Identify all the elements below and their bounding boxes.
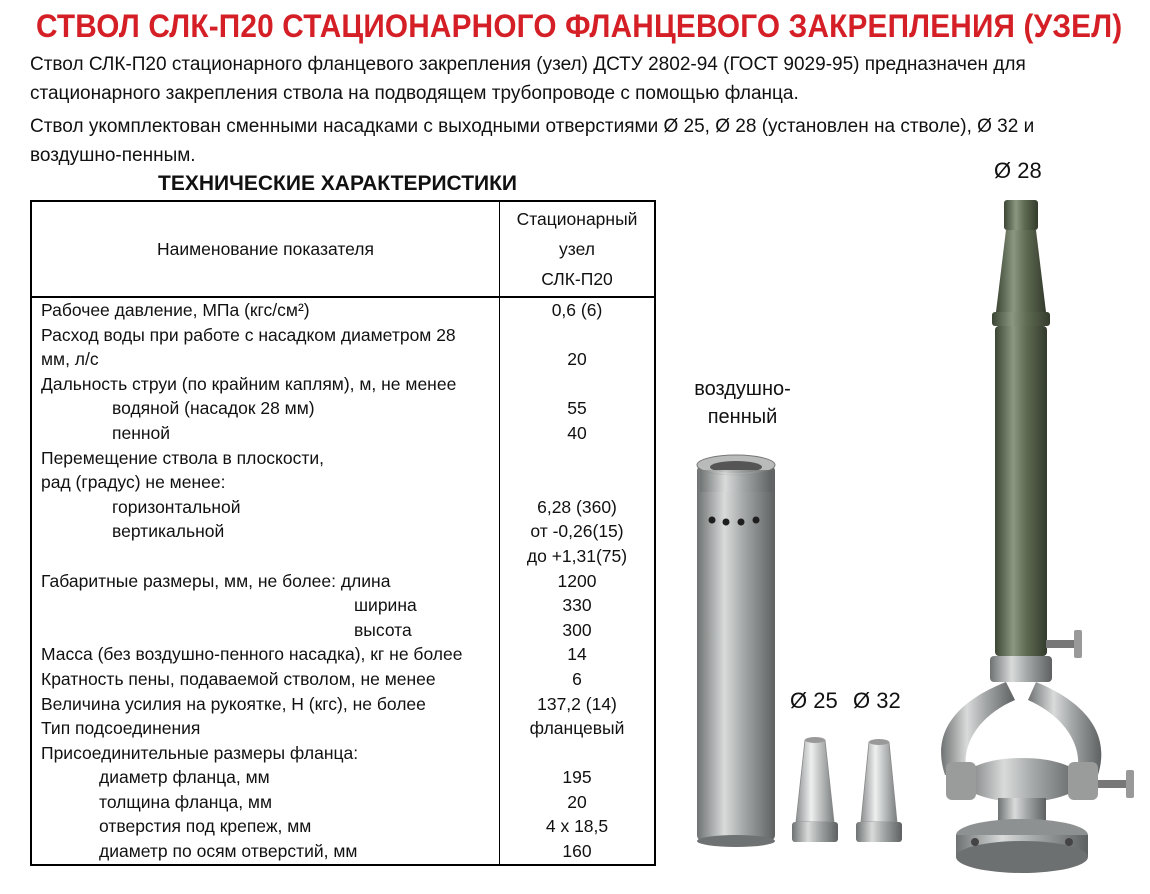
row-value: 330 [562,595,592,616]
barrel-assembly [941,200,1134,873]
row-value: 4 х 18,5 [545,816,609,837]
header-column-line: узел [559,239,595,259]
row-label: толщина фланца, мм [31,790,500,815]
row-value: 55 [567,398,587,419]
header-column-line: Стационарный [516,209,638,229]
row-label: Габаритные размеры, мм, не более: длина [31,569,500,594]
row-label: Тип подсоединения [31,716,500,741]
diameter-32-label: Ø 32 [853,688,901,713]
row-label: Кратность пены, подаваемой стволом, не менее [31,667,500,692]
row-label: Рабочее давление, МПа (кгс/см²) [31,297,500,323]
row-value: 20 [567,349,587,370]
table-title: ТЕХНИЧЕСКИЕ ХАРАКТЕРИСТИКИ [158,172,518,195]
row-label: Перемещение ствола в плоскости, [31,446,500,471]
row-label: водяной (насадок 28 мм) [31,396,500,421]
row-label: Дальность струи (по крайним каплям), м, не менее [31,372,500,397]
row-label: Величина усилия на рукоятке, Н (кгс), не более [31,692,500,717]
row-label: Присоединительные размеры фланца: [31,741,500,766]
foam-label-line: воздушно- [694,378,791,400]
row-value: 6,28 (360) [537,496,617,517]
diameter-25-label: Ø 25 [790,688,838,713]
row-label: рад (градус) не менее: [31,470,500,495]
row-label: Масса (без воздушно-пенного насадка), кг не более [31,642,500,667]
foam-nozzle-label [690,375,795,431]
row-value: 160 [562,841,592,862]
nozzle-25 [792,737,838,842]
row-value: 0,6 (6) [551,300,603,320]
row-label: вертикальной [31,519,500,544]
row-value: от -0,26(15) [530,521,624,542]
row-label: диаметр фланца, мм [31,765,500,790]
foam-label-line: пенный [707,406,778,428]
row-label: диаметр по осям отверстий, мм [31,839,500,865]
row-label: мм, л/с [31,347,500,372]
equipment-line: воздушно-пенным. [30,145,196,166]
row-value: 14 [567,644,587,665]
row-value: 300 [562,619,592,640]
row-label: Расход воды при работе с насадком диаметром 28 [31,323,500,348]
row-value: фланцевый [529,718,625,739]
description-line: стационарного закрепления ствола на подводящем трубопроводе с помощью фланца. [30,83,799,104]
row-label: пенной [31,421,500,446]
diameter-28-label: Ø 28 [994,158,1042,183]
row-label: ширина [31,593,500,618]
header-name: Наименование показателя [31,201,500,297]
row-label: отверстия под крепеж, мм [31,814,500,839]
row-value: 195 [562,767,592,788]
page-title: СТВОЛ СЛК-П20 СТАЦИОНАРНОГО ФЛАНЦЕВОГО ЗАКРЕПЛЕНИЯ (УЗЕЛ) [36,8,1123,44]
row-value: 20 [567,791,587,812]
equipment-line: Ствол укомплектован сменными насадками с выходными отверстиями Ø 25, Ø 28 (установлен на стволе), Ø 32 и [30,116,1035,137]
row-label: горизонтальной [31,495,500,520]
foam-nozzle [697,455,775,847]
header-column-line: СЛК-П20 [541,269,613,289]
nozzle-32 [856,739,902,842]
row-value: 1200 [557,570,597,591]
row-value: до +1,31(75) [526,545,628,566]
row-value: 6 [572,668,582,689]
row-value: 137,2 (14) [537,693,617,714]
row-label: высота [31,618,500,643]
row-value: 40 [567,422,587,443]
description-line: Ствол СЛК-П20 стационарного фланцевого закрепления (узел) ДСТУ 2802-94 (ГОСТ 9029-95) предназначен для [30,54,1026,75]
